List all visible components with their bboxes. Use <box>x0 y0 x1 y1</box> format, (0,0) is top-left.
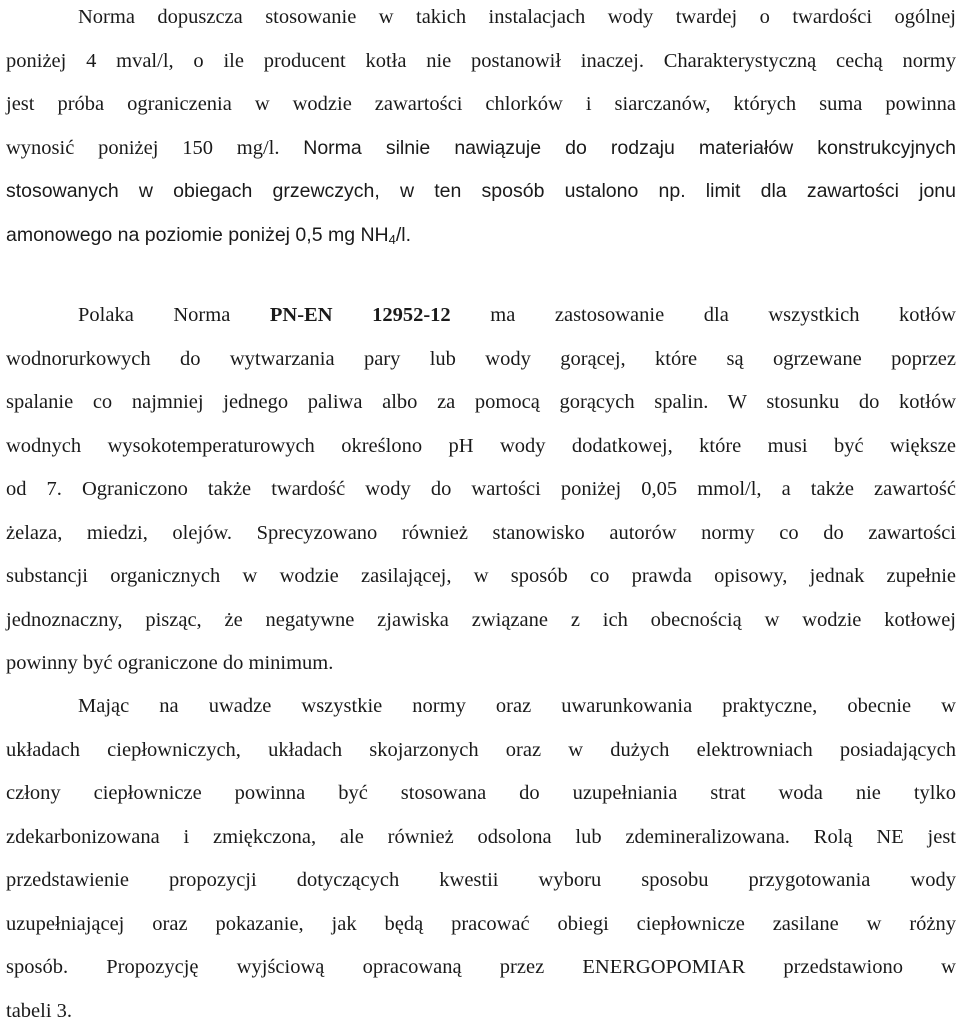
text-line: przedstawienie propozycji dotyczących kwestii wyboru sposobu przygotowania wody <box>6 859 956 903</box>
standard-name: PN-EN 12952-12 <box>270 304 451 326</box>
text-line: spalanie co najmniej jednego paliwa albo za pomocą gorących spalin. W stosunku do kotłów <box>6 381 956 425</box>
text-line: stosowanych w obiegach grzewczych, w ten sposób ustalono np. limit dla zawartości jonu <box>6 170 956 214</box>
text-fragment: ma zastosowanie dla wszystkich kotłów <box>490 304 956 326</box>
text-fragment: wynosić poniżej 150 mg/l. <box>6 137 279 159</box>
text-line: Mając na uwadze wszystkie normy oraz uwarunkowania praktyczne, obecnie w <box>6 685 956 729</box>
text-line: tabeli 3. <box>6 990 956 1033</box>
text-line: Norma dopuszcza stosowanie w takich instalacjach wody twardej o twardości ogólnej <box>6 0 956 40</box>
text-line: układach ciepłowniczych, układach skojarzonych oraz w dużych elektrowniach posiadających <box>6 729 956 773</box>
text-line: człony ciepłownicze powinna być stosowana do uzupełniania strat woda nie tylko <box>6 772 956 816</box>
paragraph-pn-en-standard <box>6 294 956 686</box>
text-line: zdekarbonizowana i zmiękczona, ale również odsolona lub zdemineralizowana. Rolą NE jest <box>6 816 956 860</box>
text-line: wodnych wysokotemperaturowych określono pH wody dodatkowej, które musi być większe <box>6 425 956 469</box>
text-line: sposób. Propozycję wyjściową opracowaną przez ENERGOPOMIAR przedstawiono w <box>6 946 956 990</box>
text-line <box>6 127 956 171</box>
text-fragment: Norma silnie nawiązuje do rodzaju materiałów konstrukcyjnych <box>303 137 956 159</box>
text-line: substancji organicznych w wodzie zasilającej, w sposób co prawda opisowy, jednak zupełnie <box>6 555 956 599</box>
text-line: poniżej 4 mval/l, o ile producent kotła nie postanowił inaczej. Charakterystyczną cechą normy <box>6 40 956 84</box>
text-fragment: Polaka Norma <box>78 304 230 326</box>
text-line: jest próba ograniczenia w wodzie zawartości chlorków i siarczanów, których suma powinna <box>6 83 956 127</box>
paragraph-water-hardness <box>6 0 956 257</box>
text-line: powinny być ograniczone do minimum. <box>6 642 956 686</box>
subscript: 4 <box>389 232 396 247</box>
text-line <box>6 294 956 338</box>
text-line: od 7. Ograniczono także twardość wody do wartości poniżej 0,05 mmol/l, a także zawartość <box>6 468 956 512</box>
text-fragment: amonowego na poziomie poniżej 0,5 mg NH <box>6 224 389 246</box>
text-fragment: /l. <box>396 224 411 246</box>
text-line: żelaza, miedzi, olejów. Sprecyzowano również stanowisko autorów normy co do zawartości <box>6 512 956 556</box>
text-line: wodnorurkowych do wytwarzania pary lub wody gorącej, które są ogrzewane poprzez <box>6 338 956 382</box>
text-line <box>6 214 956 258</box>
text-line: jednoznaczny, pisząc, że negatywne zjawiska związane z ich obecnością w wodzie kotłowej <box>6 599 956 643</box>
paragraph-practical-conditions <box>6 685 956 1033</box>
text-line: uzupełniającej oraz pokazanie, jak będą pracować obiegi ciepłownicze zasilane w różny <box>6 903 956 947</box>
